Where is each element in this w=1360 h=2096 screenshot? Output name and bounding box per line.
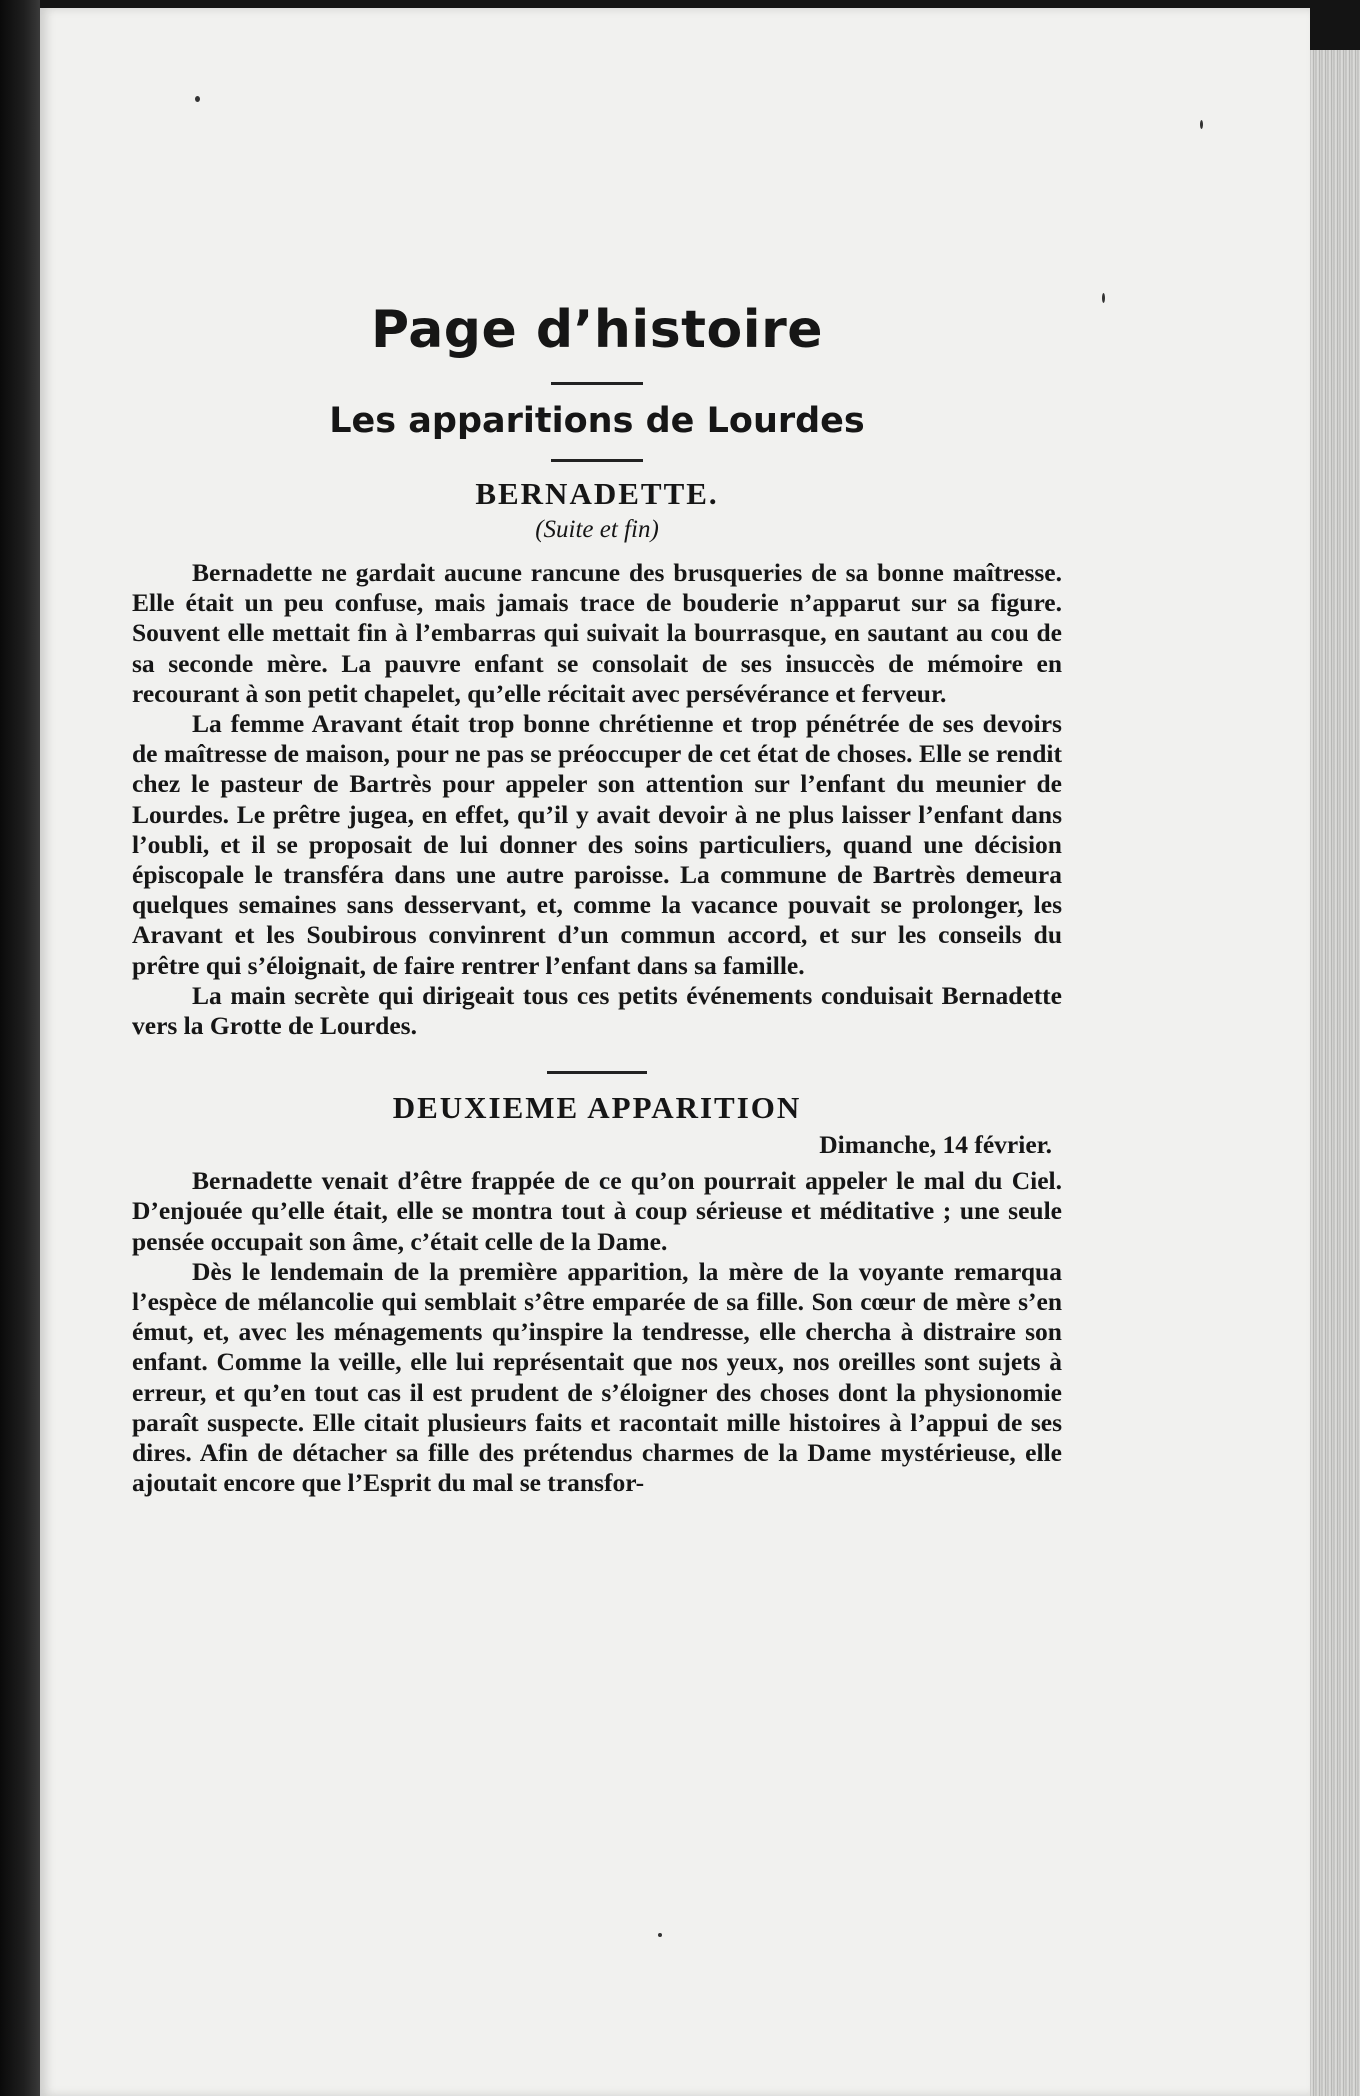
paragraph: Bernadette ne gardait aucune rancune des brusqueries de sa bonne maîtresse. Elle était un peu confuse, mais jamais trace de bouderie n’apparut sur sa figure. Souvent elle mettait fin à l’embarras qui suivait la bourrasque, en sautant au cou de sa seconde mère. La pauvre enfant se consolait de ses insuccès de mémoire en recourant à son petit chapelet, qu’elle récitait avec persévérance et ferveur.	[132, 558, 1062, 708]
section-subheading: (Suite et fin)	[535, 516, 659, 543]
page-content	[132, 300, 1062, 1498]
dateline: Dimanche, 14 février.	[819, 1130, 1052, 1160]
paragraph: Dès le lendemain de la première apparition, la mère de la voyante remarqua l’espèce de mélancolie qui semblait s’être emparée de sa fille. Son cœur de mère s’en émut, et, avec les ménagements qu’inspire la tendresse, elle chercha à distraire son enfant. Comme la veille, elle lui représentait que nos yeux, nos oreilles sont sujets à erreur, et qu’en tout cas il est prudent de s’éloigner des choses dont la physionomie paraît suspecte. Elle citait plusieurs faits et racontait mille histoires à l’appui de ses dires. Afin de détacher sa fille des prétendus charmes de la Dame mystérieuse, elle ajoutait encore que l’Esprit du mal se transfor-	[132, 1256, 1062, 1498]
paragraph: La main secrète qui dirigeait tous ces petits événements conduisait Bernadette vers la Grotte de Lourdes.	[132, 980, 1062, 1041]
book-binding-edge	[0, 0, 40, 2096]
section-divider	[547, 1071, 647, 1074]
subtitle-divider	[551, 459, 643, 462]
page-title: Page d’histoire	[371, 300, 823, 360]
ink-speck	[1102, 293, 1105, 303]
page-subtitle: Les apparitions de Lourdes	[329, 401, 865, 441]
ink-speck	[658, 1933, 662, 1937]
ink-speck	[195, 96, 200, 102]
paragraph: La femme Aravant était trop bonne chrétienne et trop pénétrée de ses devoirs de maîtresse de maison, pour ne pas se préoccuper de cet état de choses. Elle se rendit chez le pasteur de Bartrès pour appeler son attention sur l’enfant du meunier de Lourdes. Le prêtre jugea, en effet, qu’il y avait devoir à ne plus laisser l’enfant dans l’oubli, et il se proposait de lui donner des soins particuliers, quand une décision épiscopale le transféra dans une autre paroisse. La commune de Bartrès demeura quelques semaines sans desservant, et, comme la vacance pouvait se prolonger, les Aravant et les Soubirous convinrent d’un commun accord, et sur les conseils du prêtre qui s’éloignait, de faire rentrer l’enfant dans sa famille.	[132, 709, 1062, 980]
section-heading-bernadette: BERNADETTE.	[475, 476, 719, 511]
paragraph: Bernadette venait d’être frappée de ce qu’on pourrait appeler le mal du Ciel. D’enjouée qu’elle était, elle se montra tout à coup sérieuse et méditative ; une seule pensée occupait son âme, c’était celle de la Dame.	[132, 1166, 1062, 1256]
ink-speck	[1200, 120, 1203, 129]
title-divider	[551, 382, 643, 385]
section-heading-deuxieme-apparition: DEUXIEME APPARITION	[392, 1090, 802, 1126]
